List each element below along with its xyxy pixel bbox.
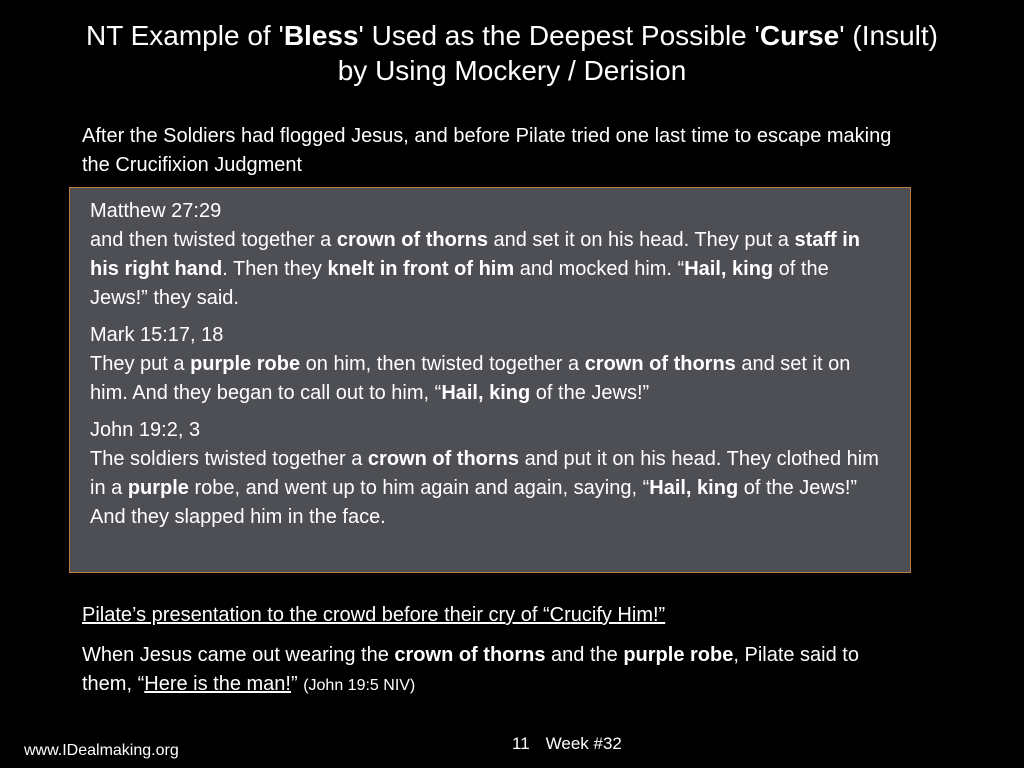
passage-reference: Mark 15:17, 18 (90, 324, 224, 346)
title-text: ' Used as the Deepest Possible ' (358, 20, 760, 51)
title-line-2: by Using Mockery / Derision (337, 55, 687, 86)
slide-title (0, 18, 1024, 88)
week-label: Week #32 (545, 734, 622, 753)
passage-matthew (90, 197, 892, 313)
page-info (512, 734, 622, 754)
title-text: ' (Insult) (839, 20, 938, 51)
intro-text: After the Soldiers had flogged Jesus, and before Pilate tried one last time to escape making the Crucifixion Judgment (82, 125, 892, 176)
passage-john (90, 416, 892, 532)
title-curse-word: Curse (759, 20, 840, 51)
scripture-box (69, 187, 911, 573)
passage-reference: John 19:2, 3 (90, 419, 201, 441)
passage-reference: Matthew 27:29 (90, 200, 222, 222)
citation: (John 19:5 NIV) (303, 677, 416, 694)
passage-text: The soldiers twisted together a crown of thorns and put it on his head. They clothed him in a purple robe, and went up to him again and again, saying, “Hail, king of the Jews!” And they slapped him in the face. (90, 448, 879, 528)
footer-url-link[interactable]: www.IDealmaking.org (24, 742, 179, 759)
quote-underlined: Here is the man! (144, 673, 291, 695)
page-number: 11 (512, 734, 530, 753)
passage-mark (90, 321, 892, 408)
title-bless-word: Bless (283, 20, 359, 51)
passage-text: and then twisted together a crown of thorns and set it on his head. They put a staff in his right hand. Then they knelt in front of him and mocked him. “Hail, king of the Jews!” they said. (90, 229, 861, 309)
section-heading: Pilate’s presentation to the crowd before their cry of “Crucify Him!” (82, 604, 666, 626)
title-text: NT Example of ' (86, 20, 284, 51)
closing-text: When Jesus came out wearing the crown of thorns and the purple robe, Pilate said to them, “Here is the man!” (John 19:5 NIV) (82, 644, 859, 695)
passage-text: They put a purple robe on him, then twisted together a crown of thorns and set it on him. And they began to call out to him, “Hail, king of the Jews!” (90, 353, 851, 404)
